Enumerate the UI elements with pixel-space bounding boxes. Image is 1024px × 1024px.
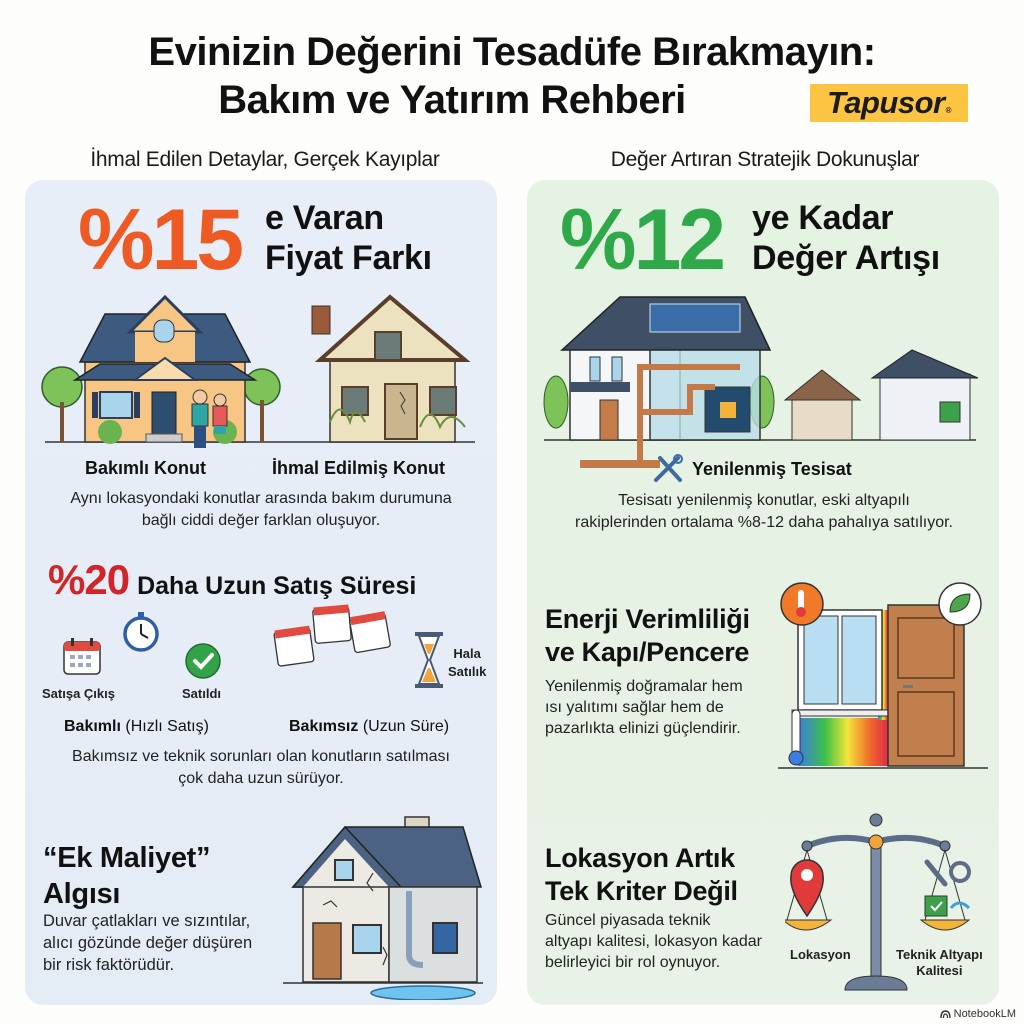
renovated-plumbing-illustration [540,292,980,472]
calendar-icon [62,636,102,676]
slow-sale-label [289,718,449,736]
scale-location-label: Lokasyon [790,947,851,962]
fast-sale-label-rest: (Hızlı Satış) [120,718,209,735]
window-door-thermal-illustration [778,580,988,770]
sale-duration-description [30,746,492,790]
sold-label: Satıldı [182,686,222,701]
extra-cost-description [43,910,252,976]
houses-description-line-1: Aynı lokasyondaki konutlar arasında bakım durumuna [70,490,452,507]
renovated-plumbing-description [530,490,998,534]
location-criteria-title [545,842,738,908]
neglected-house-label: İhmal Edilmiş Konut [272,458,446,478]
energy-efficiency-title-line-2: ve Kapı/Pencere [545,637,750,667]
extra-cost-description-line-1: Duvar çatlakları ve sızıntılar, [43,912,251,930]
notebooklm-watermark [940,1008,1016,1020]
renovated-plumbing-description-line-2: rakiplerinden ortalama %8-12 daha pahalıya satılıyor. [575,514,953,531]
energy-efficiency-title [545,603,750,669]
tapusor-logo [810,84,968,122]
wrench-screwdriver-icon [652,454,684,484]
location-criteria-description-line-2: altyapı kalitesi, lokasyon kadar [545,933,762,950]
extra-cost-title [43,840,210,912]
extra-cost-title-line-1: “Ek Maliyet” [43,842,211,874]
logo-registered-mark: ® [945,105,952,115]
location-criteria-description [545,910,762,973]
energy-efficiency-description-line-1: Yenilenmiş doğramalar hem [545,678,743,695]
energy-efficiency-description [545,676,743,739]
still-for-sale-line-1: Hala [453,646,481,661]
location-criteria-description-line-3: belirleyici bir rol oynuyor. [545,954,721,971]
value-increase-label-line-2: Değer Artışı [752,239,940,277]
sale-duration-description-line-2: çok daha uzun sürüyor. [178,770,344,787]
price-gap-label-line-2: Fiyat Farkı [265,239,432,277]
price-gap-label [265,198,432,278]
location-criteria-title-line-2: Tek Kriter Değil [545,876,738,906]
sold-check-icon [185,643,221,679]
fast-sale-label-bold: Bakımlı [64,718,121,735]
scale-technical-label [896,947,983,979]
houses-description [30,488,492,532]
energy-efficiency-title-line-1: Enerji Verimliliği [545,604,750,634]
page-title-line-2: Bakım ve Yatırım Rehberi [218,78,686,122]
listing-label: Satışa Çıkış [42,686,115,701]
renovated-plumbing-description-line-1: Tesisatı yenilenmiş konutlar, eski altyapılı [618,492,910,509]
extra-cost-description-line-3: bir risk faktörüdür. [43,956,175,974]
energy-efficiency-description-line-2: ısı yalıtımı sağlar hem de [545,699,724,716]
still-for-sale-label [448,645,486,681]
scale-technical-label-line-2: Kalitesi [916,963,963,978]
page-title-line-1: Evinizin Değerini Tesadüfe Bırakmayın: [148,30,876,74]
notebooklm-icon [940,1010,951,1019]
value-increase-stat: %12 [560,192,724,288]
extra-cost-description-line-2: alıcı gözünde değer düşüren [43,934,253,952]
value-increase-label-line-1: ye Kadar [752,199,894,237]
right-column-title: Değer Artıran Stratejik Dokunuşlar [610,148,920,171]
notebooklm-label: NotebookLM [953,1008,1016,1020]
sale-duration-stat [48,556,416,604]
extra-cost-title-line-2: Algısı [43,878,121,910]
value-increase-label [752,198,940,278]
slow-sale-label-bold: Bakımsız [289,718,359,735]
left-column-title: İhmal Edilen Detaylar, Gerçek Kayıplar [90,148,440,171]
scale-technical-label-line-1: Teknik Altyapı [896,947,983,962]
location-criteria-description-line-1: Güncel piyasada teknik [545,912,711,929]
price-gap-label-line-1: e Varan [265,199,384,237]
renovated-plumbing-heading [652,454,852,484]
still-for-sale-line-2: Satılık [448,664,487,679]
hourglass-icon [413,632,445,688]
damaged-house-illustration [283,815,483,1000]
houses-comparison-illustration [40,292,480,452]
houses-description-line-2: bağlı ciddi değer farklan oluşuyor. [141,512,381,529]
sale-duration-description-line-1: Bakımsız ve teknik sorunları olan konutların satılması [72,748,450,765]
energy-efficiency-description-line-3: pazarlıkta elinizi güçlendirir. [545,720,741,737]
renovated-plumbing-label: Yenilenmiş Tesisat [692,458,852,479]
fast-sale-label [64,718,209,736]
slow-sale-label-rest: (Uzun Süre) [358,718,450,735]
logo-text: Tapusor [826,85,945,120]
stopwatch-icon [122,610,160,652]
sale-duration-value: %20 [48,556,130,603]
location-criteria-title-line-1: Lokasyon Artık [545,843,735,873]
stacked-calendars-icon [272,600,397,675]
maintained-house-label: Bakımlı Konut [85,458,207,478]
price-gap-stat: %15 [78,192,242,288]
sale-duration-label: Daha Uzun Satış Süresi [137,572,417,600]
